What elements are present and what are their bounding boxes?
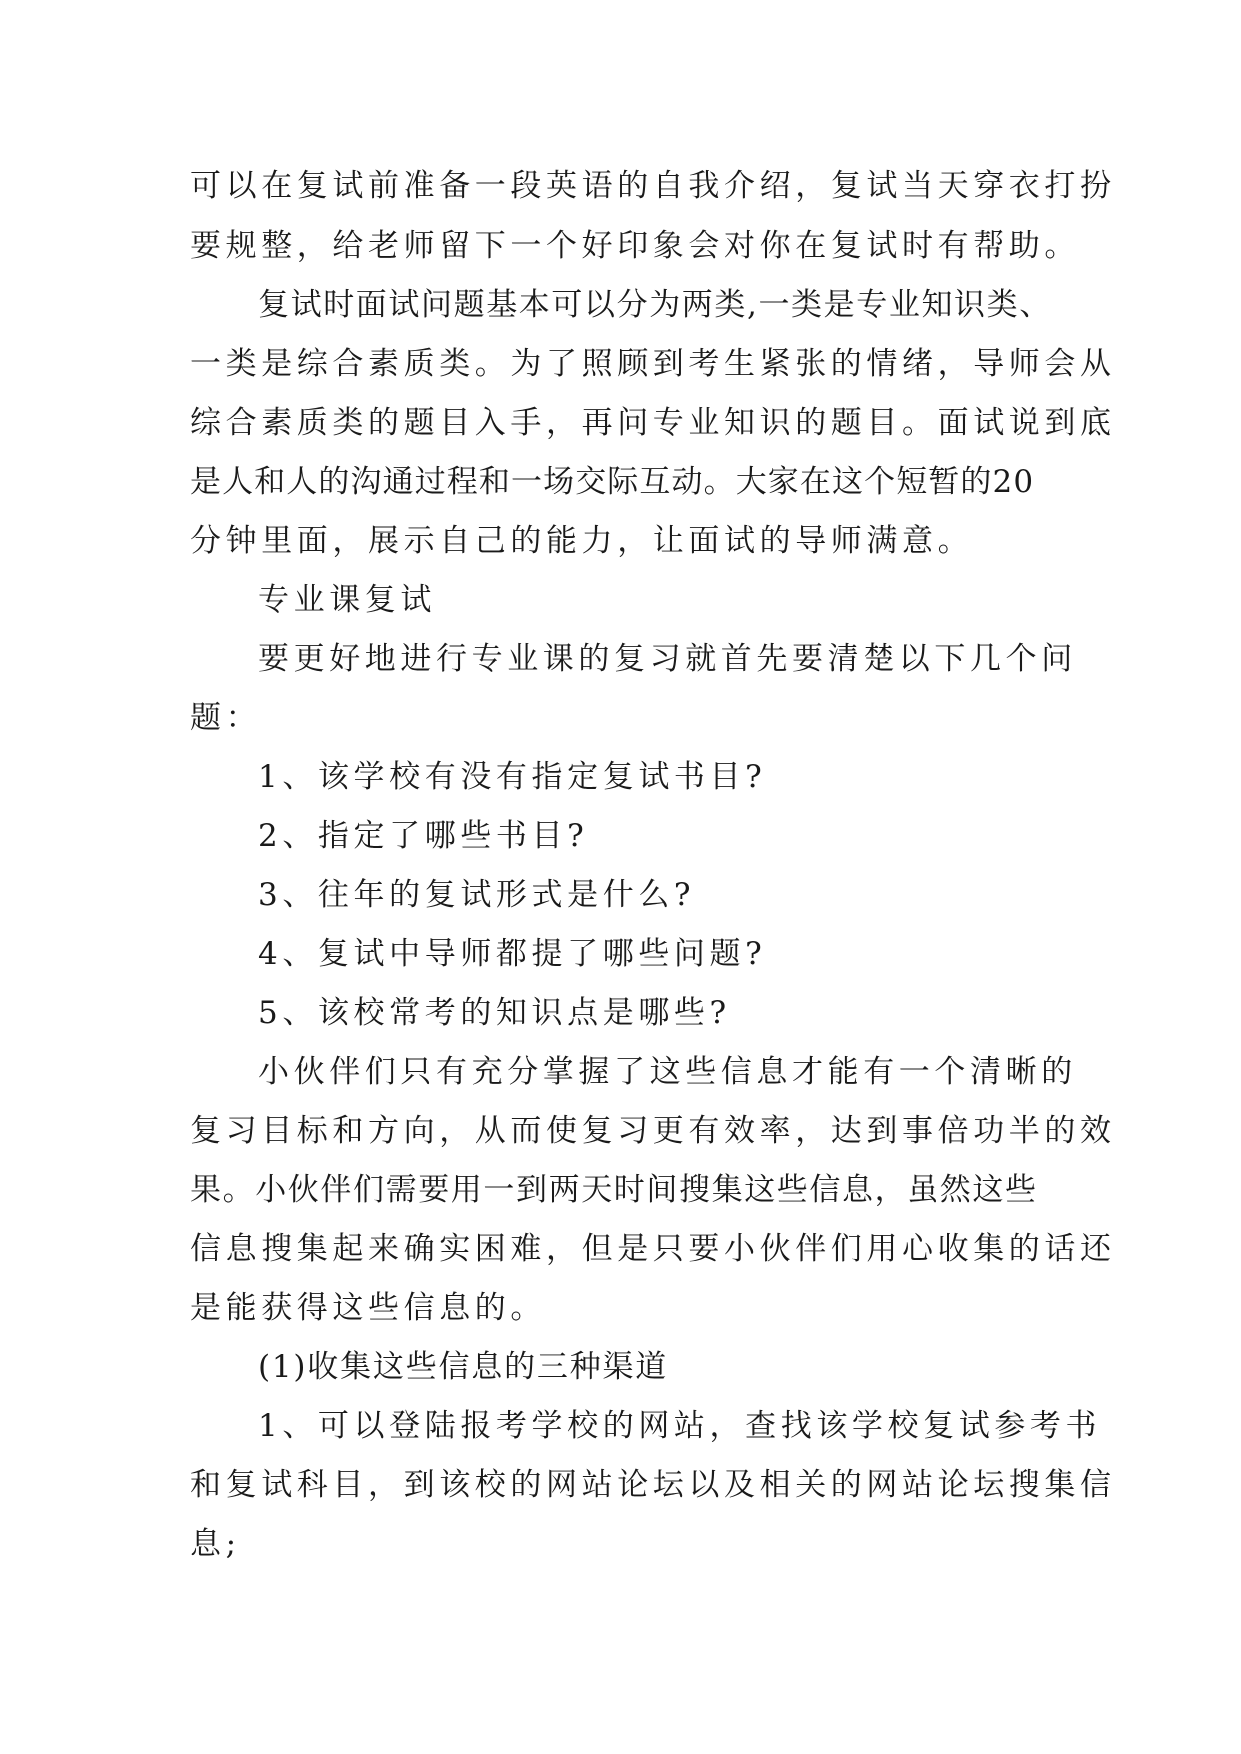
list-item: 5、该校常考的知识点是哪些? xyxy=(258,995,731,1031)
text-line: 综合素质类的题目入手，再问专业知识的题目。面试说到底 xyxy=(190,405,1116,441)
text-line: 复试时面试问题基本可以分为两类,一类是专业知识类、 xyxy=(258,287,1052,323)
text-line: 1、可以登陆报考学校的网站，查找该学校复试参考书 xyxy=(258,1408,1102,1444)
text-line: 可以在复试前准备一段英语的自我介绍，复试当天穿衣打扮 xyxy=(190,168,1116,204)
list-item: 3、往年的复试形式是什么? xyxy=(258,877,696,913)
text-line: 题： xyxy=(190,700,262,736)
text-line: 是能获得这些信息的。 xyxy=(190,1290,546,1326)
text-line: 是人和人的沟通过程和一场交际互动。大家在这个短暂的20 xyxy=(190,464,1035,500)
text-line: 一类是综合素质类。为了照顾到考生紧张的情绪，导师会从 xyxy=(190,346,1116,382)
text-line: 要规整，给老师留下一个好印象会对你在复试时有帮助。 xyxy=(190,228,1080,264)
list-item: 4、复试中导师都提了哪些问题? xyxy=(258,936,767,972)
text-line: 和复试科目，到该校的网站论坛以及相关的网站论坛搜集信 xyxy=(190,1467,1116,1503)
text-line: 果。小伙伴们需要用一到两天时间搜集这些信息，虽然这些 xyxy=(190,1172,1038,1208)
list-item: 1、该学校有没有指定复试书目? xyxy=(258,759,767,795)
section-heading: 专业课复试 xyxy=(258,582,436,618)
text-line: 分钟里面，展示自己的能力，让面试的导师满意。 xyxy=(190,523,974,559)
text-line: 小伙伴们只有充分掌握了这些信息才能有一个清晰的 xyxy=(258,1054,1077,1090)
text-line: 要更好地进行专业课的复习就首先要清楚以下几个问 xyxy=(258,641,1077,677)
list-item: 2、指定了哪些书目? xyxy=(258,818,589,854)
text-line: 复习目标和方向，从而使复习更有效率，达到事倍功半的效 xyxy=(190,1113,1116,1149)
text-line: 信息搜集起来确实困难，但是只要小伙伴们用心收集的话还 xyxy=(190,1231,1116,1267)
text-line: 息; xyxy=(190,1526,241,1562)
subsection-heading: (1)收集这些信息的三种渠道 xyxy=(258,1349,669,1385)
